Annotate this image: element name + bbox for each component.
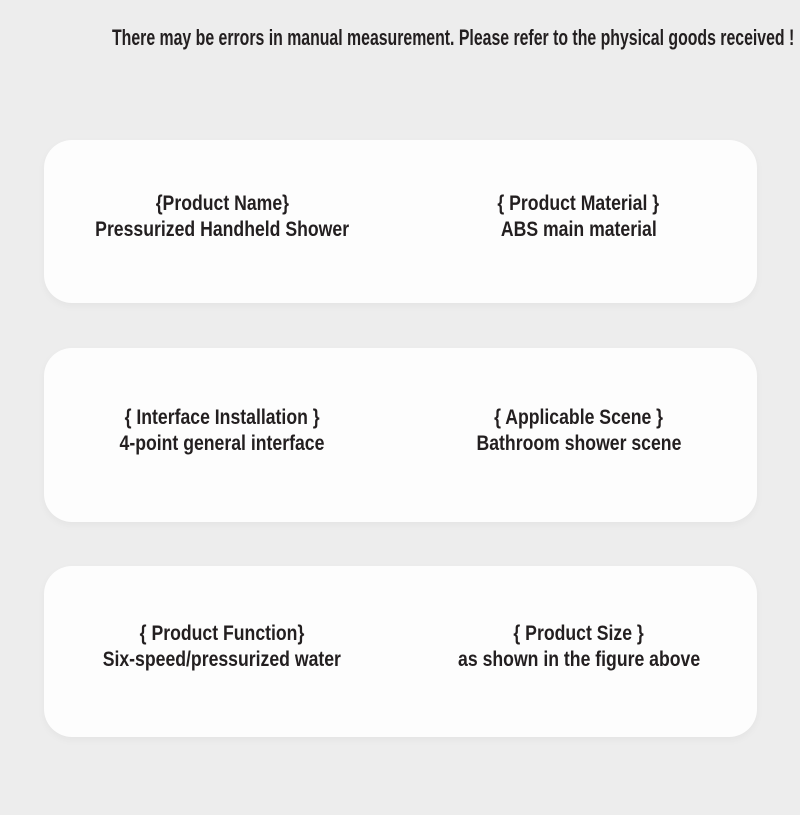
- interface-installation-value: 4-point general interface: [119, 431, 325, 455]
- product-function-value: Six-speed/pressurized water: [103, 648, 342, 671]
- product-name-value: Pressurized Handheld Shower: [95, 218, 350, 241]
- applicable-scene-value: Bathroom shower scene: [476, 431, 682, 455]
- product-name-label: {Product Name}: [155, 192, 289, 215]
- info-card-name-material: [44, 140, 757, 303]
- applicable-scene-label: { Applicable Scene }: [494, 405, 664, 429]
- product-size-label: { Product Size }: [513, 622, 644, 645]
- info-card-function-size: [44, 566, 757, 737]
- info-cell-product-name: [44, 192, 401, 251]
- product-size-value: as shown in the figure above: [457, 648, 700, 671]
- measurement-disclaimer-text: There may be errors in manual measurement. Please refer to the physical goods received !: [112, 25, 795, 50]
- product-material-value: ABS main material: [500, 218, 657, 241]
- info-cell-applicable-scene: [401, 406, 758, 465]
- interface-installation-label: { Interface Installation }: [124, 405, 320, 429]
- product-function-label: { Product Function}: [139, 622, 305, 645]
- info-cell-product-material: [401, 192, 758, 251]
- info-card-interface-scene: [44, 348, 757, 522]
- info-cell-product-function: [44, 622, 401, 681]
- info-cell-product-size: [401, 622, 758, 681]
- info-cell-interface-installation: [44, 406, 401, 465]
- product-material-label: { Product Material }: [497, 192, 660, 215]
